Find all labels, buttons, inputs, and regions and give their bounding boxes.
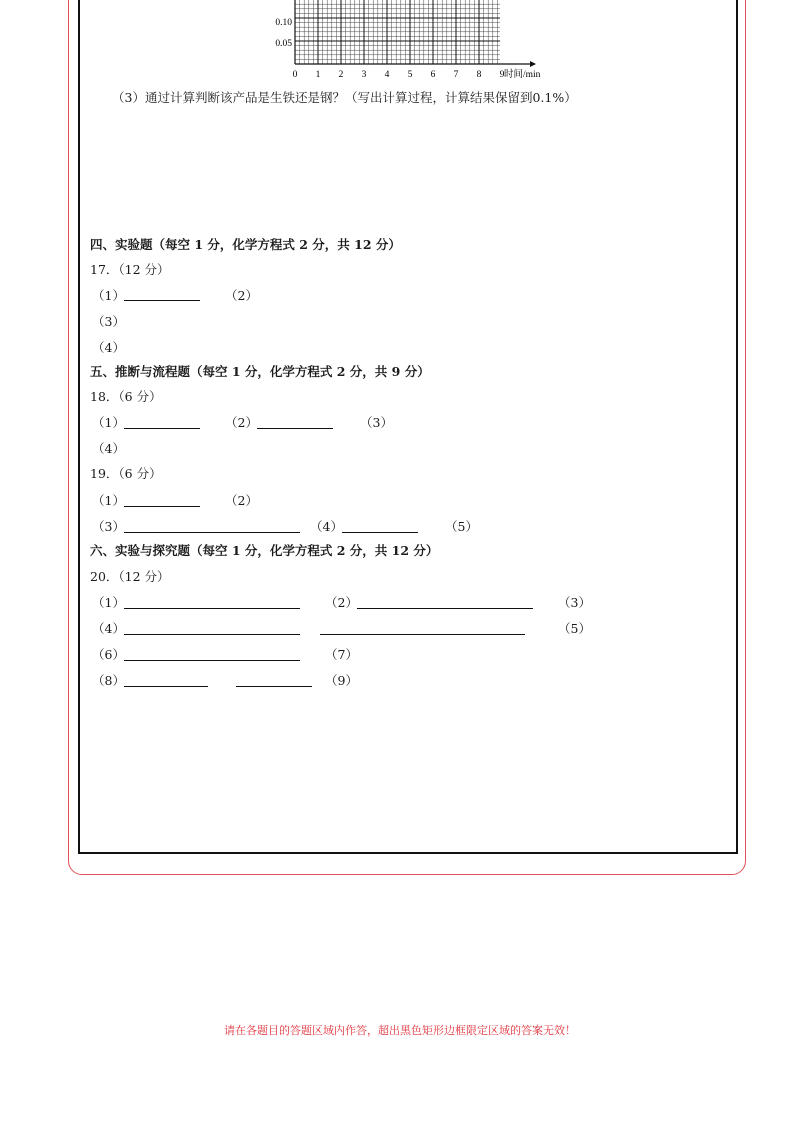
q19-part-5: （5）	[445, 519, 478, 534]
answer-line-q17-1[interactable]	[124, 300, 200, 301]
q19-part-3: （3）	[92, 519, 125, 534]
q20-part-1: （1）	[92, 595, 125, 610]
question-19: 19．（6 分）	[90, 466, 162, 481]
section-5-title: 五、推断与流程题（每空 1 分，化学方程式 2 分，共 9 分）	[90, 364, 430, 379]
q20-part-8: （8）	[92, 673, 125, 688]
question-20: 20．（12 分）	[90, 569, 170, 584]
q17-part-3: （3）	[92, 314, 125, 329]
answer-line-q20-8a[interactable]	[124, 686, 208, 687]
q17-part-4: （4）	[92, 340, 125, 355]
answer-box-black-border	[78, 0, 738, 854]
answer-line-q20-8b[interactable]	[236, 686, 312, 687]
answer-line-q20-6[interactable]	[124, 660, 300, 661]
answer-line-q20-2[interactable]	[357, 608, 533, 609]
q18-part-1: （1）	[92, 415, 125, 430]
q18-part-4: （4）	[92, 441, 125, 456]
x-tick-label: 5	[407, 70, 413, 80]
answer-line-q20-4b[interactable]	[320, 634, 525, 635]
x-tick-label: 1	[315, 70, 321, 80]
q20-part-3: （3）	[558, 595, 591, 610]
y-tick-label: 0.10	[275, 18, 292, 28]
x-tick-label: 9	[499, 70, 505, 80]
x-axis-arrow	[530, 61, 536, 67]
answer-line-q18-1[interactable]	[124, 428, 200, 429]
q20-part-7: （7）	[325, 647, 358, 662]
graph-fragment	[250, 0, 570, 84]
q19-part-4: （4）	[310, 519, 343, 534]
answer-line-q20-1[interactable]	[124, 608, 300, 609]
section-6-title: 六、实验与探究题（每空 1 分，化学方程式 2 分，共 12 分）	[90, 543, 439, 558]
answer-line-q19-1[interactable]	[124, 506, 200, 507]
x-tick-label: 0	[292, 70, 298, 80]
q20-part-5: （5）	[558, 621, 591, 636]
footer-warning: 请在各题目的答题区域内作答，超出黑色矩形边框限定区域的答案无效！	[224, 1024, 576, 1037]
answer-line-q20-4a[interactable]	[124, 634, 300, 635]
graph-grid-svg	[250, 0, 570, 84]
x-tick-label: 6	[430, 70, 436, 80]
section-4-title: 四、实验题（每空 1 分，化学方程式 2 分，共 12 分）	[90, 237, 401, 252]
question-16-part-3: （3）通过计算判断该产品是生铁还是钢？（写出计算过程，计算结果保留到0.1%）	[112, 90, 577, 105]
answer-line-q18-2[interactable]	[257, 428, 333, 429]
q17-part-2: （2）	[225, 288, 258, 303]
q17-part-1: （1）	[92, 288, 125, 303]
x-tick-label: 8	[476, 70, 482, 80]
q19-part-2: （2）	[225, 493, 258, 508]
q18-part-2: （2）	[225, 415, 258, 430]
x-tick-label: 2	[338, 70, 344, 80]
q20-part-6: （6）	[92, 647, 125, 662]
answer-line-q19-3[interactable]	[124, 532, 300, 533]
y-tick-label: 0.05	[275, 39, 292, 49]
q20-part-4: （4）	[92, 621, 125, 636]
question-17: 17．（12 分）	[90, 262, 170, 277]
x-axis-label: 时间/min	[504, 70, 541, 80]
q19-part-1: （1）	[92, 493, 125, 508]
x-tick-label: 7	[453, 70, 459, 80]
q20-part-9: （9）	[325, 673, 358, 688]
x-tick-label: 4	[384, 70, 390, 80]
q18-part-3: （3）	[360, 415, 393, 430]
question-18: 18．（6 分）	[90, 389, 162, 404]
x-tick-label: 3	[361, 70, 367, 80]
answer-line-q19-4[interactable]	[342, 532, 418, 533]
q20-part-2: （2）	[325, 595, 358, 610]
